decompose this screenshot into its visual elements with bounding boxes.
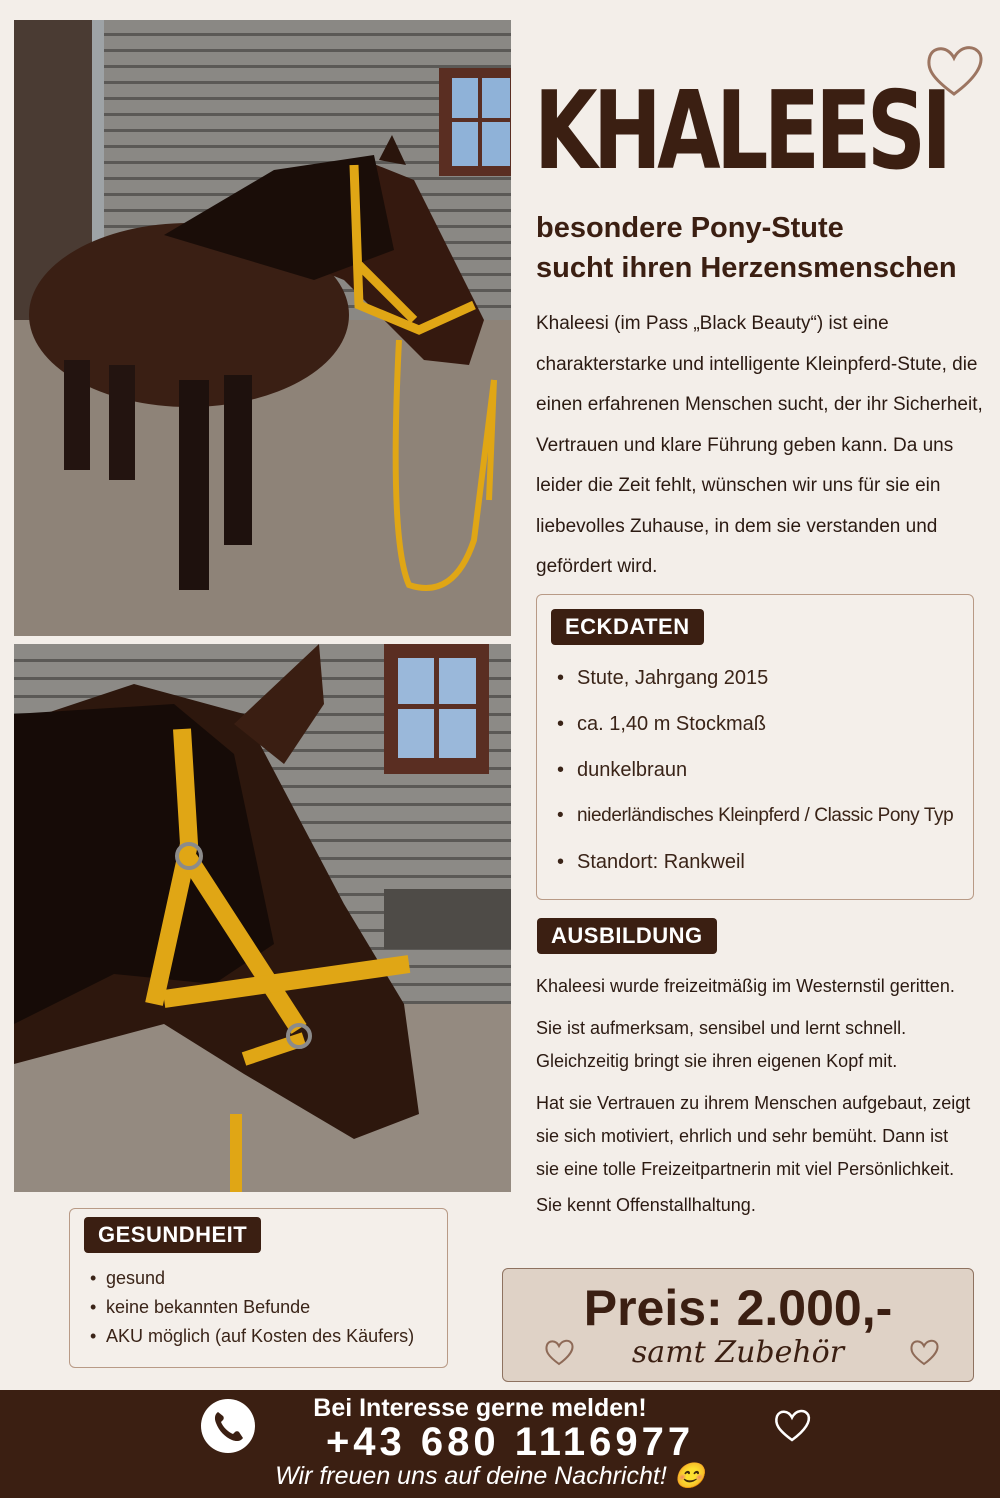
contact-footer — [0, 1390, 1000, 1498]
eckdaten-item: • dunkelbraun — [555, 753, 965, 799]
eckdaten-heading: ECKDATEN — [551, 609, 704, 645]
ausbildung-paragraph: Sie ist aufmerksam, sensibel und lernt schnell. — [536, 1018, 907, 1038]
gesundheit-item: • AKU möglich (auf Kosten des Käufers) — [88, 1323, 443, 1352]
ausbildung-paragraph: Hat sie Vertrauen zu ihrem Menschen aufgebaut, zeigt sie sich motiviert, ehrlich und sehr bemüht. Dann ist sie eine tolle Freizeitpartnerin mit viel Persönlichkeit. — [536, 1093, 971, 1179]
contact-prompt: Bei Interesse gerne melden! — [313, 1394, 647, 1422]
ausbildung-paragraph: Sie kennt Offenstallhaltung. — [536, 1195, 756, 1215]
subtitle-line-1: besondere Pony-Stute — [536, 212, 844, 244]
horse-photo-full — [14, 20, 511, 636]
heart-icon — [908, 1337, 940, 1367]
horse-name-title: KHALEESI — [534, 69, 948, 194]
gesundheit-heading: GESUNDHEIT — [84, 1217, 261, 1253]
ausbildung-heading: AUSBILDUNG — [537, 918, 717, 954]
closing-message: Wir freuen uns auf deine Nachricht! 😊 — [275, 1462, 705, 1490]
eckdaten-item: • niederländisches Kleinpferd / Classic Pony Typ — [555, 799, 965, 845]
ausbildung-paragraph: Gleichzeitig bringt sie ihren eigenen Kopf mit. — [536, 1051, 898, 1071]
eckdaten-list — [555, 661, 965, 891]
eckdaten-item: • Standort: Rankweil — [555, 845, 965, 891]
ausbildung-text — [536, 970, 976, 1222]
gesundheit-item: • keine bekannten Befunde — [88, 1294, 443, 1323]
price-value: Preis: 2.000,- — [583, 1280, 893, 1336]
eckdaten-item: • Stute, Jahrgang 2015 — [555, 661, 965, 707]
gesundheit-box — [69, 1208, 448, 1368]
subtitle — [536, 208, 957, 288]
heart-icon — [922, 40, 986, 100]
ausbildung-paragraph: Khaleesi wurde freizeitmäßig im Westernstil geritten. — [536, 976, 955, 996]
phone-number[interactable]: +43 680 1116977 — [325, 1420, 695, 1464]
subtitle-line-2: sucht ihren Herzensmenschen — [536, 252, 957, 284]
heart-icon — [772, 1406, 812, 1444]
gesundheit-list — [88, 1265, 443, 1352]
heart-icon — [543, 1337, 575, 1367]
horse-photo-head — [14, 644, 511, 1192]
eckdaten-item: • ca. 1,40 m Stockmaß — [555, 707, 965, 753]
price-subtext: samt Zubehör — [631, 1335, 845, 1370]
price-box — [502, 1268, 974, 1382]
eckdaten-box — [536, 594, 974, 900]
gesundheit-item: • gesund — [88, 1265, 443, 1294]
intro-text: Khaleesi (im Pass „Black Beauty“) ist eine charakterstarke und intelligente Kleinpferd-Stute, die einen erfahrenen Menschen sucht, der ihr Sicherheit, Vertrauen und klare Führung geben kann. Da uns leider die Zeit fehlt, wünschen wir uns für sie ein liebevolles Zuhause, in dem sie verstanden und gefördert wird. — [536, 313, 983, 577]
